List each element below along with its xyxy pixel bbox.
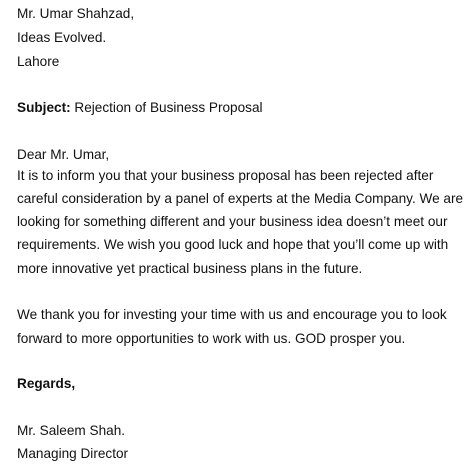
- paragraph-1-line: more innovative yet practical business plans in the future.: [17, 261, 363, 276]
- salutation: Dear Mr. Umar,: [17, 147, 110, 162]
- paragraph-1-line: looking for something different and your business idea doesn’t meet our: [17, 214, 448, 229]
- subject-text: Rejection of Business Proposal: [70, 100, 263, 115]
- paragraph-1-line: careful consideration by a panel of experts at the Media Company. We are: [17, 191, 464, 206]
- recipient-company: Ideas Evolved.: [17, 30, 107, 45]
- recipient-city: Lahore: [17, 54, 60, 69]
- signature-name: Mr. Saleem Shah.: [17, 423, 126, 438]
- signature-title: Managing Director: [17, 446, 129, 461]
- paragraph-2-line: We thank you for investing your time with us and encourage you to look: [17, 307, 447, 322]
- subject-label: Subject:: [17, 100, 71, 115]
- recipient-name: Mr. Umar Shahzad,: [17, 6, 135, 21]
- paragraph-2-line: forward to more opportunities to work with us. GOD prosper you.: [17, 331, 406, 346]
- subject-line: [17, 98, 263, 118]
- paragraph-1-line: It is to inform you that your business proposal has been rejected after: [17, 168, 434, 183]
- closing: Regards,: [17, 376, 76, 391]
- paragraph-1-line: requirements. We wish you good luck and hope that you’ll come up with: [17, 237, 449, 252]
